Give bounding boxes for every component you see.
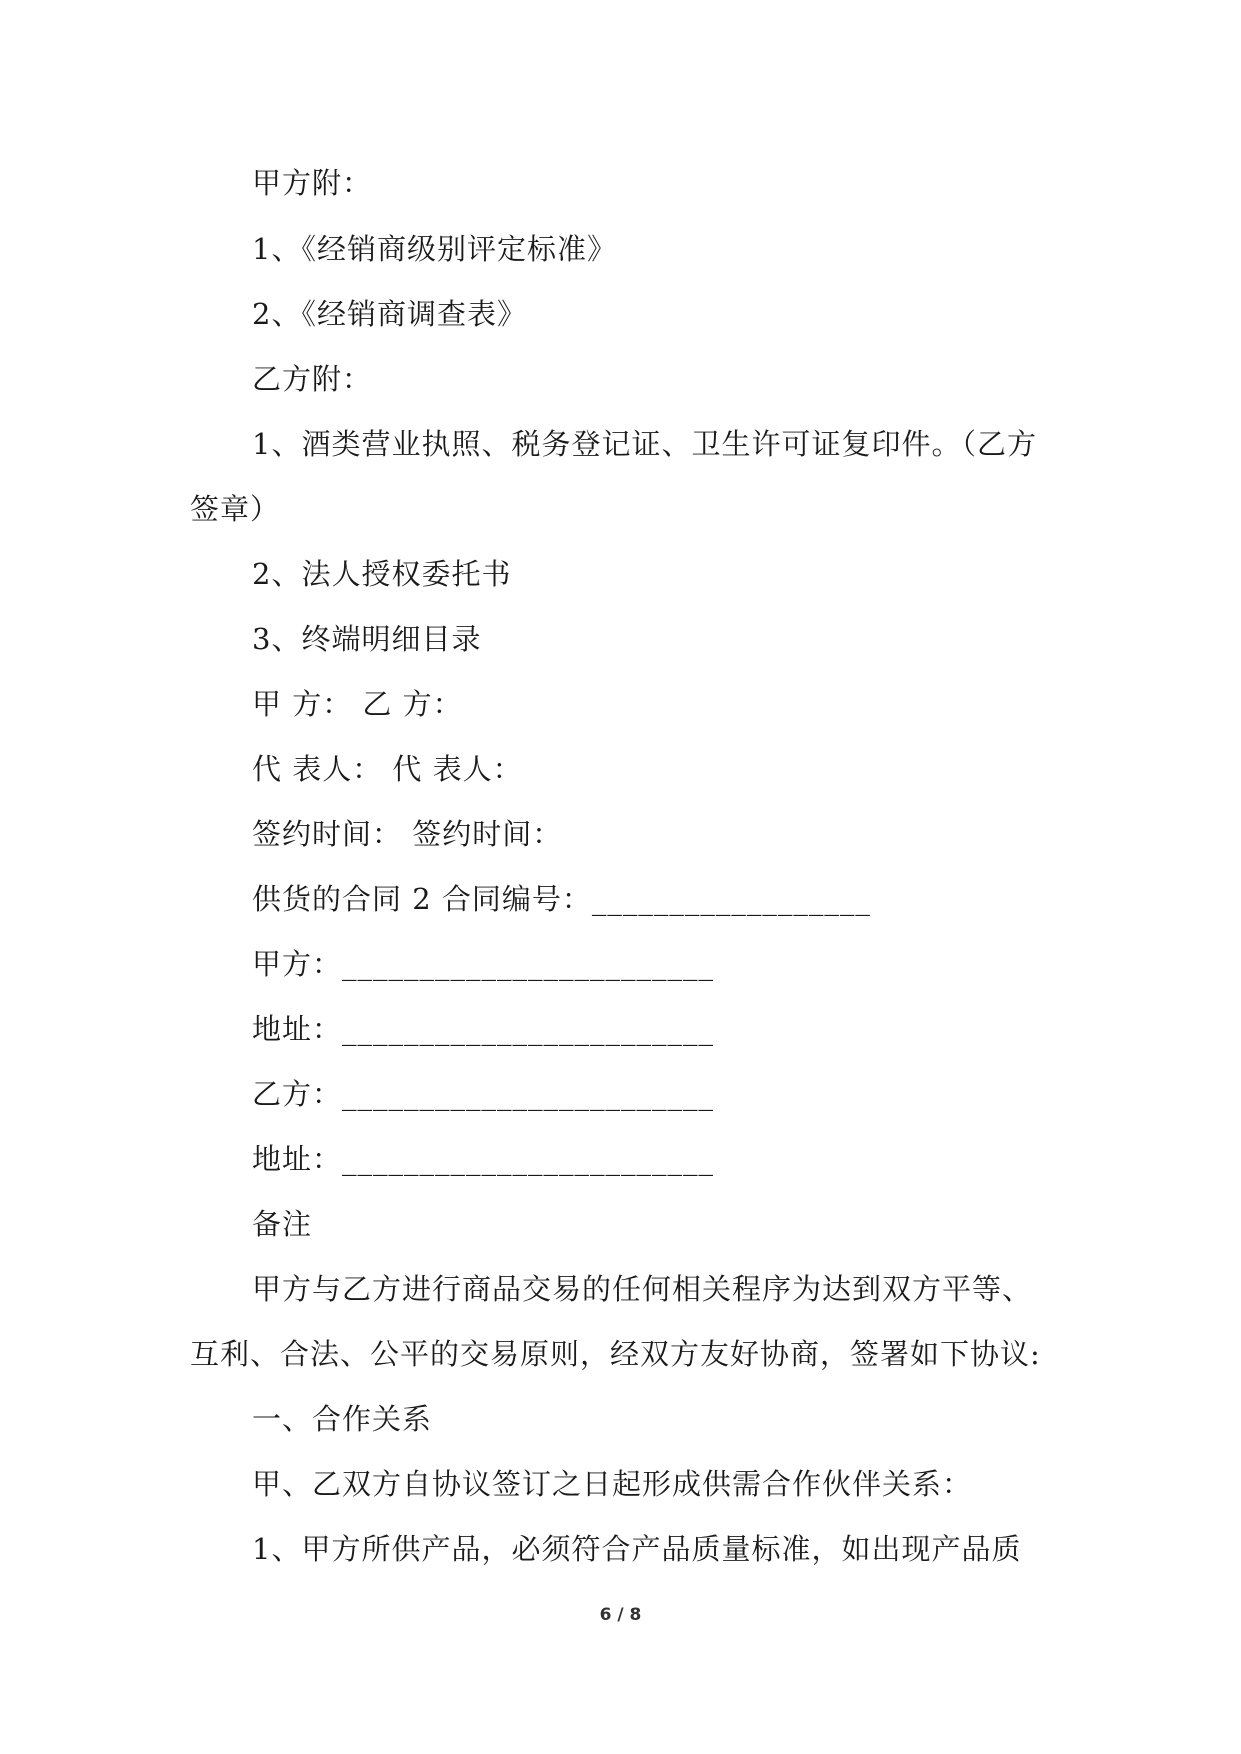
text-line: 1、酒类营业执照、税务登记证、卫生许可证复印件。（乙方 — [252, 427, 1037, 461]
signature-party-line: 甲 方： 乙 方： — [252, 687, 463, 721]
text-line: 甲方附： — [252, 166, 373, 200]
text-line: 互利、合法、公平的交易原则，经双方友好协商，签署如下协议: — [190, 1337, 1041, 1371]
text-line: 签章） — [190, 492, 281, 526]
text-line: 2、法人授权委托书 — [252, 557, 512, 591]
text-line: 1、《经销商级别评定标准》 — [252, 232, 617, 266]
signature-representative-line: 代 表人： 代 表人： — [252, 752, 523, 786]
text-line: 甲方与乙方进行商品交易的任何相关程序为达到双方平等、 — [252, 1272, 1033, 1306]
text-line: 2、《经销商调查表》 — [252, 297, 527, 331]
address-field: 地址：________________________ — [252, 1012, 715, 1046]
section-heading: 备注 — [252, 1207, 313, 1241]
text-line: 3、终端明细目录 — [252, 622, 482, 656]
section-heading: 一、合作关系 — [252, 1402, 433, 1436]
signature-date-line: 签约时间： 签约时间： — [252, 817, 563, 851]
text-line: 1、甲方所供产品，必须符合产品质量标准，如出现产品质 — [252, 1532, 1022, 1566]
contract-title-line: 供货的合同 2 合同编号：__________________ — [252, 882, 871, 916]
text-line: 甲、乙双方自协议签订之日起形成供需合作伙伴关系： — [252, 1467, 973, 1501]
page-number: 6 / 8 — [599, 1605, 642, 1625]
text-line: 乙方附： — [252, 362, 373, 396]
party-a-field: 甲方：________________________ — [252, 947, 715, 981]
address-field: 地址：________________________ — [252, 1142, 715, 1176]
party-b-field: 乙方：________________________ — [252, 1077, 715, 1111]
